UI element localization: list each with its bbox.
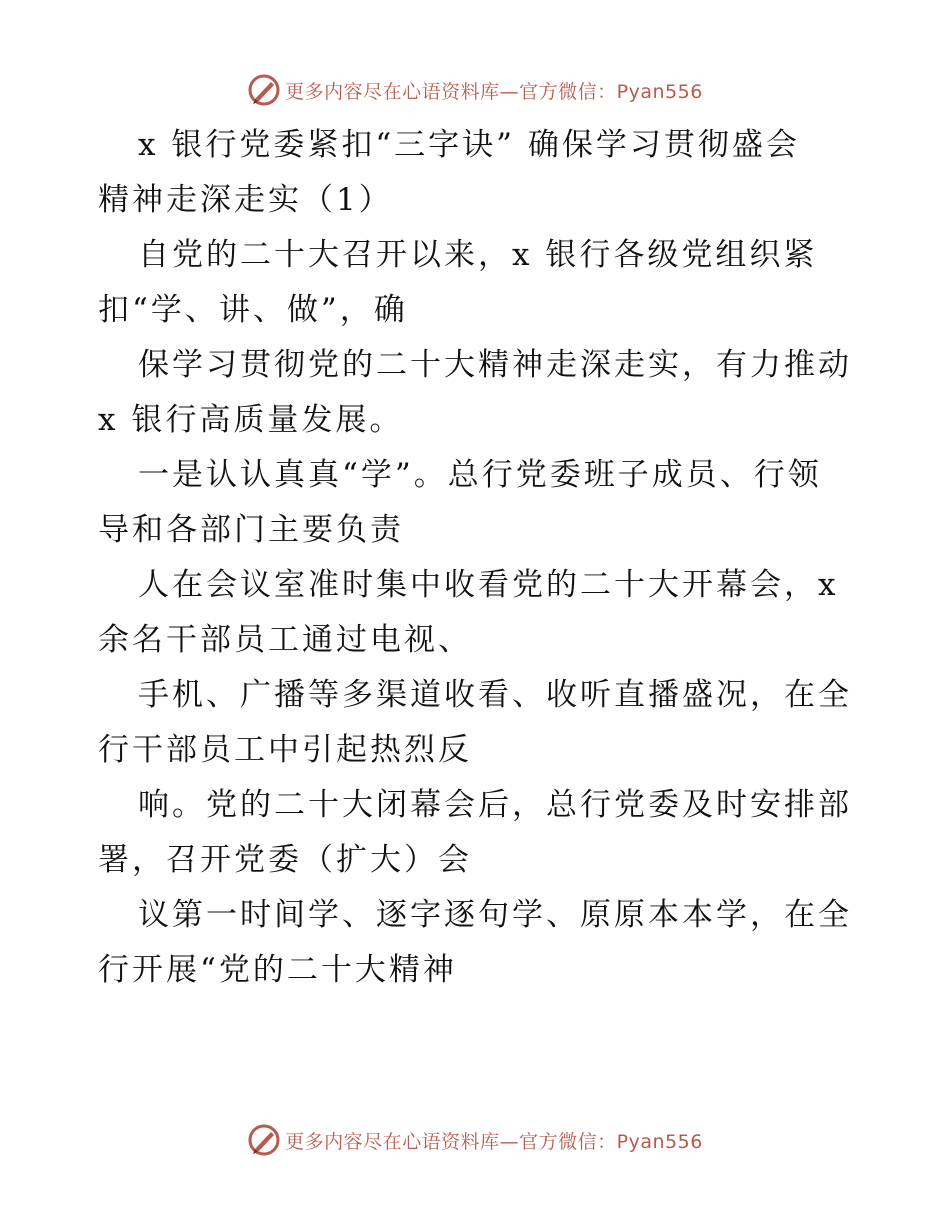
text-line: 人在会议室准时集中收看党的二十大开幕会，x xyxy=(138,567,839,603)
document-body xyxy=(98,118,858,998)
text-line: 响。党的二十大闭幕会后，总行党委及时安排部 xyxy=(138,787,852,823)
text-line: 一是认认真真“学”。总行党委班子成员、行领 xyxy=(138,457,822,493)
header-banner-text: 更多内容尽在心语资料库—官方微信：Pyan556 xyxy=(285,80,703,103)
text-line: 手机、广播等多渠道收看、收听直播盛况，在全 xyxy=(138,677,852,713)
text-line: 署，召开党委（扩大）会 xyxy=(98,842,472,878)
text-line: 行开展“党的二十大精神 xyxy=(98,952,457,988)
header-banner xyxy=(0,70,950,110)
text-line: 自党的二十大召开以来，x 银行各级党组织紧 xyxy=(138,237,818,273)
text-line: 保学习贯彻党的二十大精神走深走实，有力推动 xyxy=(138,347,852,383)
text-line: 行干部员工中引起热烈反 xyxy=(98,732,472,768)
text-line: x 银行高质量发展。 xyxy=(98,402,404,438)
text-line: 余名干部员工通过电视、 xyxy=(98,622,472,658)
text-line: 议第一时间学、逐字逐句学、原原本本学，在全 xyxy=(138,897,852,933)
text-line: x 银行党委紧扣“三字诀” 确保学习贯彻盛会 xyxy=(138,127,800,163)
text-line: 精神走深走实（1） xyxy=(98,182,393,218)
text-line: 扣“学、讲、做”，确 xyxy=(98,292,408,328)
footer-banner-text: 更多内容尽在心语资料库—官方微信：Pyan556 xyxy=(285,1130,703,1153)
pen-logo-icon xyxy=(247,73,281,107)
text-line: 导和各部门主要负责 xyxy=(98,512,404,548)
pen-logo-icon xyxy=(247,1123,281,1157)
footer-banner xyxy=(0,1120,950,1160)
